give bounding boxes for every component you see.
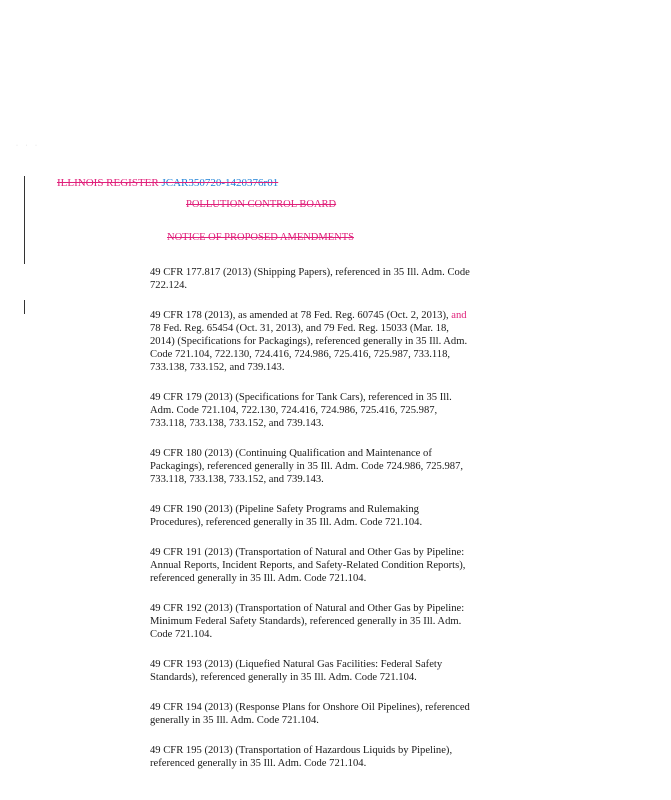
cfr-entry — [150, 744, 470, 770]
entry-text: 49 CFR 195 (2013) (Transportation of Hazardous Liquids by Pipeline), referenced generally in 35 Ill. Adm. Code 721.104. — [150, 745, 453, 769]
change-bar — [24, 176, 25, 264]
entry-text: 49 CFR 179 (2013) (Specifications for Tank Cars), referenced in 35 Ill. Adm. Code 721.104, 722.130, 724.416, 724.986, 725.416, 725.987, 733.118, 733.138, 733.152, and 739.143. — [150, 392, 452, 429]
entry-text: 49 CFR 192 (2013) (Transportation of Natural and Other Gas by Pipeline: Minimum Federal Safety Standards), referenced generally in 35 Ill. Adm. Code 721.104. — [150, 603, 465, 640]
cfr-entry — [150, 391, 470, 430]
cfr-entry — [150, 309, 470, 374]
notice-title: NOTICE OF PROPOSED AMENDMENTS — [167, 232, 354, 243]
entry-text: 49 CFR 190 (2013) (Pipeline Safety Programs and Rulemaking Procedures), referenced generally in 35 Ill. Adm. Code 721.104. — [150, 504, 423, 528]
cfr-entries — [150, 266, 470, 787]
register-title: ILLINOIS REGISTER — [57, 177, 159, 189]
change-bar — [24, 300, 25, 314]
entry-text: 49 CFR 180 (2013) (Continuing Qualification and Maintenance of Packagings), referenced generally in 35 Ill. Adm. Code 724.986, 725.987, 733.118, 733.138, 733.152, and 739.143. — [150, 448, 464, 485]
cfr-entry — [150, 658, 470, 684]
cfr-entry — [150, 546, 470, 585]
entry-text: 49 CFR 177.817 (2013) (Shipping Papers), referenced in 35 Ill. Adm. Code 722.124. — [150, 267, 470, 291]
page-marks: · · · — [16, 143, 40, 149]
register-header — [57, 177, 278, 189]
entry-text: 49 CFR 191 (2013) (Transportation of Natural and Other Gas by Pipeline: Annual Reports, Incident Reports, and Safety-Related Condition Reports), referenced generally in 35 Ill. Adm. Code 721.104. — [150, 547, 466, 584]
entry-text: 49 CFR 193 (2013) (Liquefied Natural Gas Facilities: Federal Safety Standards), referenced generally in 35 Ill. Adm. Code 721.104. — [150, 659, 443, 683]
cfr-entry — [150, 602, 470, 641]
jcar-code: JCAR350720-1420376r01 — [161, 177, 279, 189]
cfr-entry — [150, 266, 470, 292]
cfr-entry — [150, 701, 470, 727]
cfr-entry — [150, 503, 470, 529]
entry-text: 49 CFR 178 (2013), as amended at 78 Fed. Reg. 60745 (Oct. 2, 2013), — [150, 310, 452, 321]
board-title: POLLUTION CONTROL BOARD — [186, 199, 337, 210]
entry-text-rest: 78 Fed. Reg. 65454 (Oct. 31, 2013), and 79 Fed. Reg. 15033 (Mar. 18, 2014) (Specifications for Packagings), referenced generally in 35 Ill. Adm. Code 721.104, 722.130, 724.416, 724.986, 725.416, 725.987, 733.118, 733.138, 733.152, and 739.143. — [150, 323, 468, 373]
cfr-entry — [150, 447, 470, 486]
entry-text: 49 CFR 194 (2013) (Response Plans for Onshore Oil Pipelines), referenced generally in 35 Ill. Adm. Code 721.104. — [150, 702, 470, 726]
inserted-text: and — [451, 310, 467, 321]
